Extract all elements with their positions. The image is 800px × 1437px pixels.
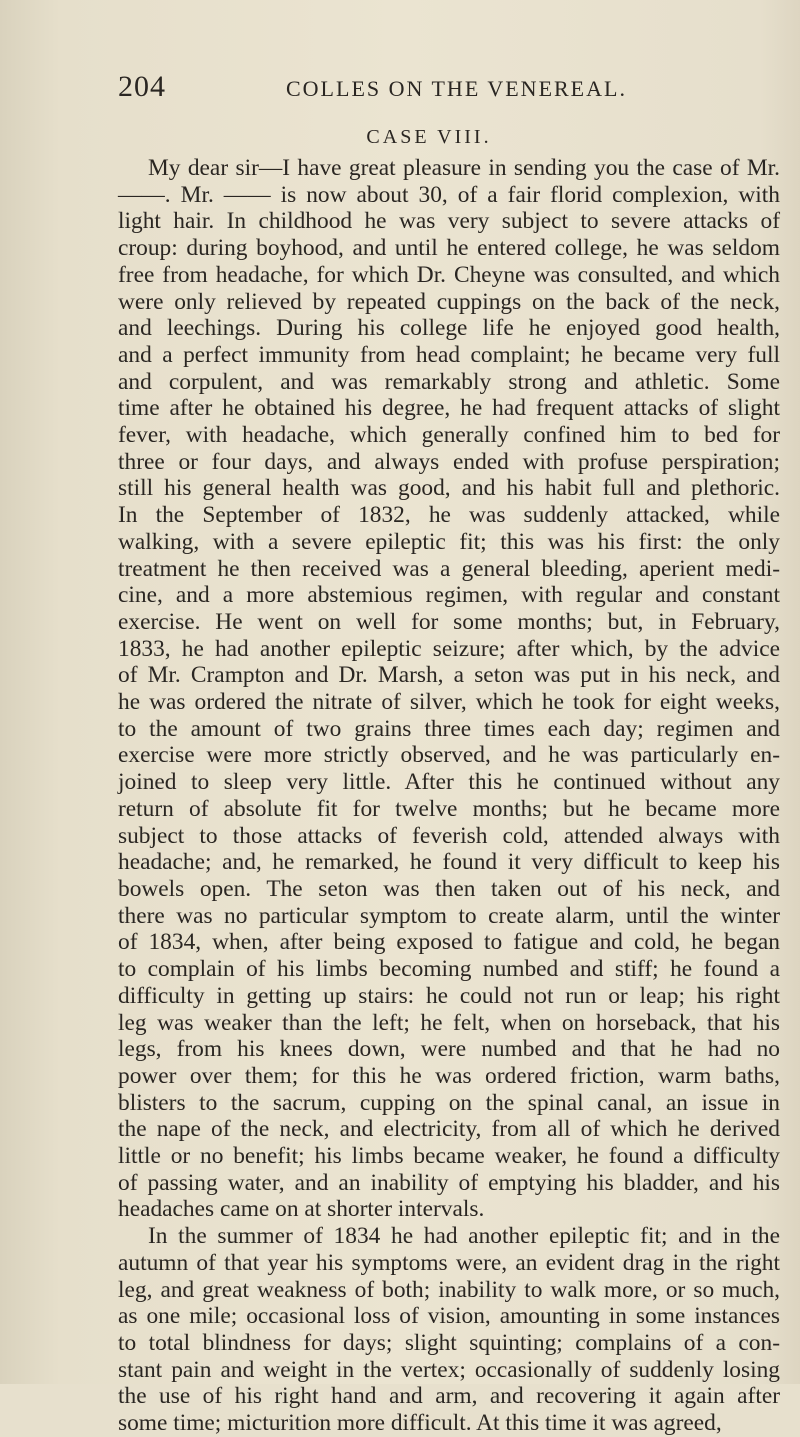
text-line: headache; and, he remarked, he found it very difficult to keep his — [118, 849, 780, 876]
text-line: walking, with a severe epileptic fit; this was his first: the only — [118, 528, 780, 555]
text-line: exercise. He went on well for some months; but, in February, — [118, 608, 780, 635]
text-line: power over them; for this he was ordered friction, warm baths, — [118, 1062, 780, 1089]
text-line: leg, and great weakness of both; inability to walk more, or so much, — [118, 1276, 780, 1303]
text-line: to the amount of two grains three times each day; regimen and — [118, 715, 780, 742]
text-line: were only relieved by repeated cuppings on the back of the neck, — [118, 288, 780, 315]
text-line: blisters to the sacrum, cupping on the spinal canal, an issue in — [118, 1089, 780, 1116]
running-head: COLLES ON THE VENEREAL. — [286, 76, 627, 101]
text-line: and a perfect immunity from head complaint; he became very full — [118, 341, 780, 368]
text-line: still his general health was good, and his habit full and plethoric. — [118, 475, 780, 502]
page-header — [118, 70, 778, 110]
text-line: cine, and a more abstemious regimen, with regular and constant — [118, 582, 780, 609]
text-line: time after he obtained his degree, he had frequent attacks of slight — [118, 395, 780, 422]
text-line: fever, with headache, which generally confined him to bed for — [118, 422, 780, 449]
text-line: subject to those attacks of feverish cold, attended always with — [118, 822, 780, 849]
text-line: there was no particular symptom to create alarm, until the winter — [118, 902, 780, 929]
body-text — [118, 155, 780, 1437]
text-line: free from headache, for which Dr. Cheyne was consulted, and which — [118, 261, 780, 288]
text-line: My dear sir—I have great pleasure in sending you the case of Mr. — [148, 155, 780, 181]
text-line: and leechings. During his college life he enjoyed good health, — [118, 315, 780, 342]
text-line: return of absolute fit for twelve months; but he became more — [118, 795, 780, 822]
text-line: ——. Mr. —— is now about 30, of a fair florid complexion, with — [118, 181, 780, 208]
text-line: some time; micturition more difficult. At this time it was agreed, — [118, 1410, 722, 1437]
case-heading: CASE VIII. — [366, 126, 492, 148]
text-line: treatment he then received was a general bleeding, aperient medi- — [118, 555, 780, 582]
text-line: 1833, he had another epileptic seizure; after which, by the advice — [118, 635, 780, 662]
page-number: 204 — [118, 70, 166, 103]
text-line: exercise were more strictly observed, and he was particularly en- — [118, 742, 780, 769]
text-line: of 1834, when, after being exposed to fatigue and cold, he began — [118, 929, 780, 956]
text-line: In the September of 1832, he was suddenly attacked, while — [118, 502, 780, 529]
text-line: bowels open. The seton was then taken out of his neck, and — [118, 875, 780, 902]
text-line: as one mile; occasional loss of vision, amounting in some instances — [118, 1303, 780, 1330]
text-line: In the summer of 1834 he had another epileptic fit; and in the — [148, 1223, 780, 1250]
text-line: joined to sleep very little. After this he continued without any — [118, 769, 780, 796]
text-line: autumn of that year his symptoms were, an evident drag in the right — [118, 1249, 780, 1276]
text-line: little or no benefit; his limbs became weaker, he found a difficulty — [118, 1143, 780, 1170]
text-line: legs, from his knees down, were numbed and that he had no — [118, 1036, 780, 1063]
text-line: and corpulent, and was remarkably strong and athletic. Some — [118, 368, 780, 395]
text-line: he was ordered the nitrate of silver, which he took for eight weeks, — [118, 689, 780, 716]
text-line: of Mr. Crampton and Dr. Marsh, a seton was put in his neck, and — [118, 662, 780, 689]
text-line: headaches came on at shorter intervals. — [118, 1196, 485, 1223]
text-line: the use of his right hand and arm, and recovering it again after — [118, 1383, 780, 1410]
text-line: light hair. In childhood he was very subject to severe attacks of — [118, 208, 780, 235]
text-line: three or four days, and always ended with profuse perspiration; — [118, 448, 780, 475]
text-line: croup: during boyhood, and until he entered college, he was seldom — [118, 235, 780, 262]
text-line: of passing water, and an inability of emptying his bladder, and his — [118, 1169, 780, 1196]
text-line: to complain of his limbs becoming numbed and stiff; he found a — [118, 956, 780, 983]
text-line: the nape of the neck, and electricity, from all of which he derived — [118, 1116, 780, 1143]
text-line: stant pain and weight in the vertex; occasionally of suddenly losing — [118, 1356, 780, 1383]
text-line: leg was weaker than the left; he felt, when on horseback, that his — [118, 1009, 780, 1036]
text-line: difficulty in getting up stairs: he could not run or leap; his right — [118, 982, 780, 1009]
text-line: to total blindness for days; slight squinting; complains of a con- — [118, 1329, 780, 1356]
